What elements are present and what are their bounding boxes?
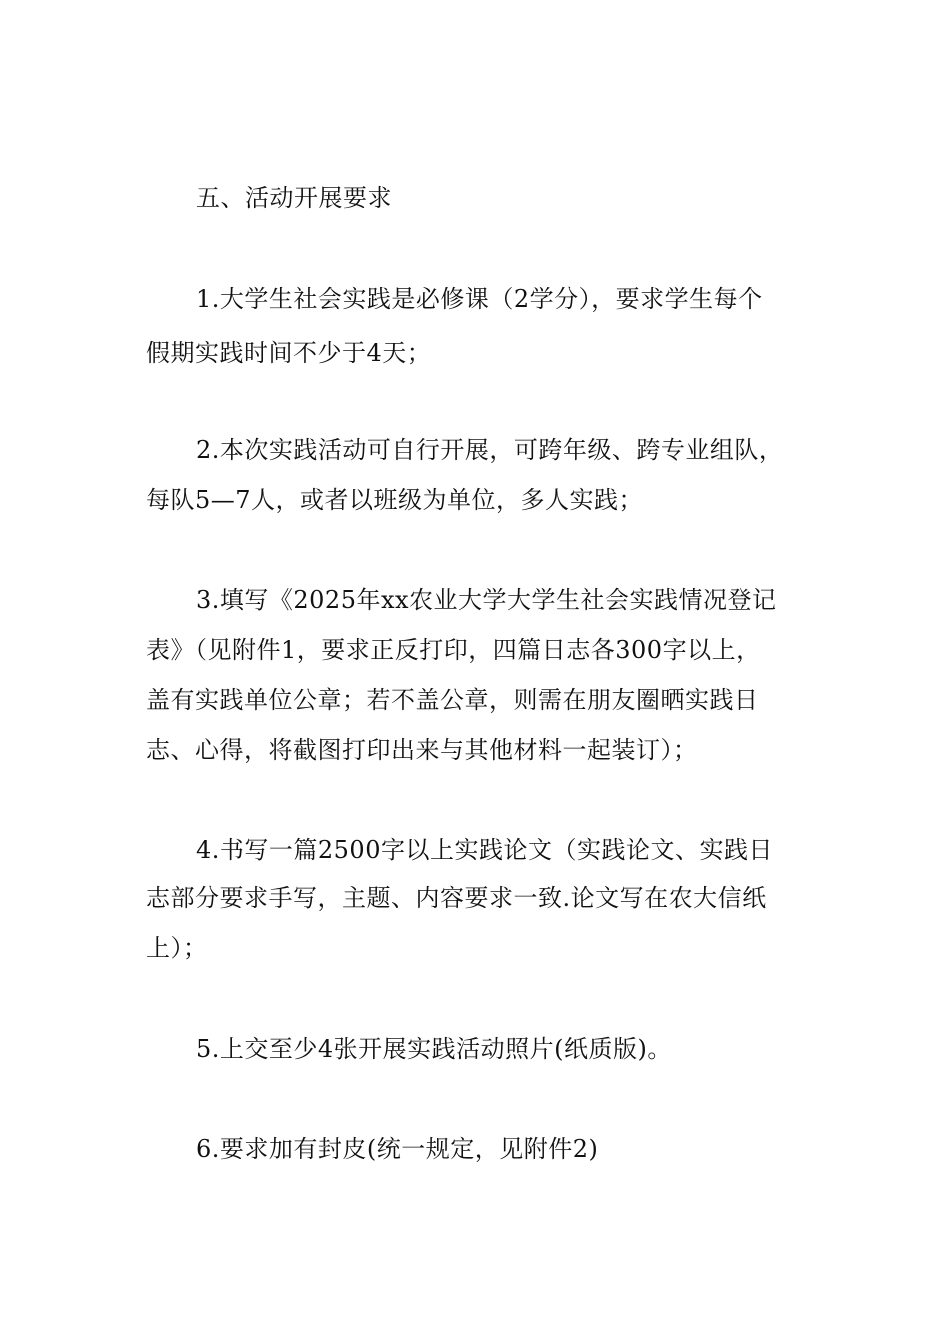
paragraph-line: 上）；	[146, 934, 208, 962]
paragraph-line: 5.上交至少4张开展实践活动照片(纸质版)。	[196, 1035, 672, 1063]
paragraph-line: 志部分要求手写，主题、内容要求一致.论文写在农大信纸	[146, 884, 767, 912]
paragraph-line: 2.本次实践活动可自行开展，可跨年级、跨专业组队，	[196, 436, 784, 464]
paragraph-line: 3.填写《2025年xx农业大学大学生社会实践情况登记	[196, 586, 777, 614]
paragraph-line: 每队5—7人，或者以班级为单位，多人实践；	[146, 486, 644, 514]
paragraph-line: 盖有实践单位公章；若不盖公章，则需在朋友圈晒实践日	[146, 686, 759, 714]
paragraph-line: 志、心得，将截图打印出来与其他材料一起装订）；	[146, 736, 698, 764]
paragraph-line: 表》（见附件1，要求正反打印，四篇日志各300字以上，	[146, 636, 761, 664]
paragraph-line: 6.要求加有封皮(统一规定，见附件2)	[196, 1135, 599, 1163]
paragraph-line: 假期实践时间不少于4天；	[146, 339, 432, 367]
section-heading: 五、活动开展要求	[196, 184, 392, 212]
paragraph-line: 4.书写一篇2500字以上实践论文（实践论文、实践日	[196, 836, 773, 864]
paragraph-line: 1.大学生社会实践是必修课（2学分），要求学生每个	[196, 285, 763, 313]
